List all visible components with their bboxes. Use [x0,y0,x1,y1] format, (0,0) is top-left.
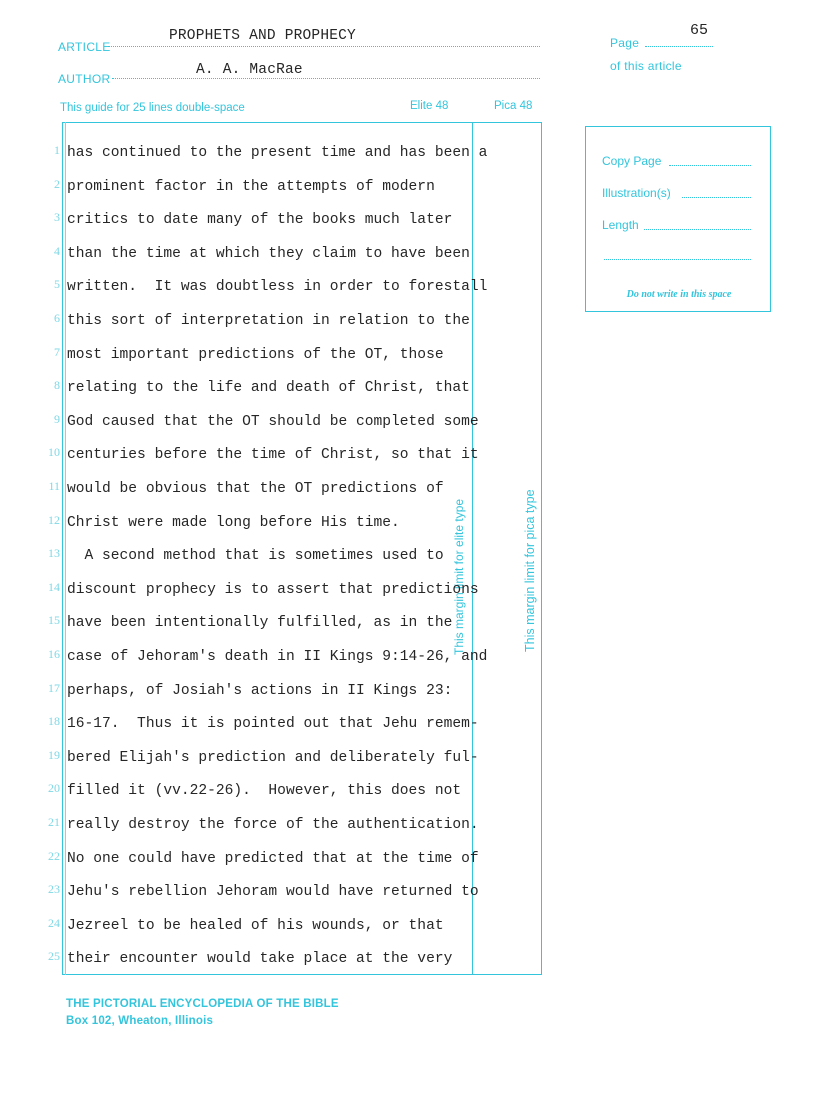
typed-line: perhaps, of Josiah's actions in II Kings 23: [67,682,453,699]
typed-line: would be obvious that the OT predictions of [67,481,444,497]
line-number: 8 [54,378,60,393]
line-number: 7 [54,344,60,359]
author-underline [112,78,540,79]
editor-box [585,126,771,312]
typed-line: critics to date many of the books much later [67,212,453,229]
of-article-label: of this article [610,59,682,73]
line-number: 13 [48,546,60,561]
typed-line: God caused that the OT should be completed some [67,413,479,430]
length-underline [644,229,751,230]
illustrations-label: Illustration(s) [602,186,671,200]
typed-line: filled it (vv.22-26). However, this does not [67,783,462,800]
typed-line: Christ were made long before His time. [67,514,400,531]
pica-label: Pica 48 [494,100,533,112]
left-margin-line [65,122,66,975]
line-number: 5 [54,277,60,292]
line-number: 24 [48,915,60,930]
page-underline [645,46,713,47]
line-number: 16 [48,647,60,661]
line-number: 9 [54,411,60,426]
typed-line: discount prophecy is to assert that predictions [67,581,479,598]
blank-underline [604,259,751,260]
page-label: Page [610,36,640,50]
typed-line: than the time at which they claim to have been [67,245,470,262]
line-number: 18 [48,714,60,729]
line-number: 17 [48,680,60,695]
typed-line: written. It was doubtless in order to forestall [67,279,488,296]
article-title: PROPHETS AND PROPHECY [169,28,356,44]
typed-line: case of Jehoram's death in II Kings 9:14-26, and [67,649,488,665]
typed-line: really destroy the force of the authentication. [67,817,479,833]
line-number: 6 [54,311,60,325]
page-number: 65 [690,22,709,39]
typed-line: most important predictions of the OT, those [67,346,444,363]
copy-page-label: Copy Page [602,154,662,168]
typed-line: their encounter would take place at the very [67,951,453,968]
typed-line: prominent factor in the attempts of modern [67,178,435,195]
line-number: 20 [48,781,60,796]
typed-line: Jezreel to be healed of his wounds, or that [67,917,444,934]
line-number: 12 [48,512,60,527]
line-number: 22 [48,848,60,863]
elite-margin-line [472,122,473,975]
elite-label: Elite 48 [410,100,449,112]
line-number: 2 [54,176,60,191]
line-number: 23 [48,882,60,897]
typed-line: A second method that is sometimes used to [67,548,444,565]
line-number: 25 [48,949,60,964]
line-number: 10 [48,445,60,460]
line-number: 1 [54,143,60,157]
publisher-name: THE PICTORIAL ENCYCLOPEDIA OF THE BIBLE [66,998,339,1010]
author-label: AUTHOR [58,72,111,86]
line-number: 21 [48,815,60,829]
author-name: A. A. MacRae [196,62,303,78]
typed-line: bered Elijah's prediction and deliberately ful- [67,749,479,766]
article-label: ARTICLE [58,40,111,54]
typed-line: centuries before the time of Christ, so that it [67,447,479,464]
typed-line: this sort of interpretation in relation to the [67,313,470,329]
typed-line: 16-17. Thus it is pointed out that Jehu remem- [67,716,479,733]
illustrations-underline [682,197,751,198]
typed-line: Jehu's rebellion Jehoram would have returned to [67,884,479,901]
elite-margin-text: This margin limit for elite type [452,498,466,655]
line-number: 4 [54,243,60,258]
copy-page-underline [669,165,751,166]
length-label: Length [602,218,639,232]
line-number: 19 [48,747,60,762]
article-underline [108,46,540,47]
typed-line: No one could have predicted that at the time of [67,850,479,867]
line-number: 11 [48,479,60,493]
line-number: 3 [54,210,60,225]
do-not-write-note: Do not write in this space [626,289,732,300]
guide-text: This guide for 25 lines double-space [60,102,245,114]
typed-line: relating to the life and death of Christ, that [67,380,470,397]
line-number: 15 [48,613,60,628]
line-number: 14 [48,579,60,594]
typed-line: have been intentionally fulfilled, as in the [67,615,453,632]
publisher-address: Box 102, Wheaton, Illinois [66,1015,214,1027]
typed-line: has continued to the present time and has been a [67,145,488,161]
pica-margin-text: This margin limit for pica type [523,489,537,652]
